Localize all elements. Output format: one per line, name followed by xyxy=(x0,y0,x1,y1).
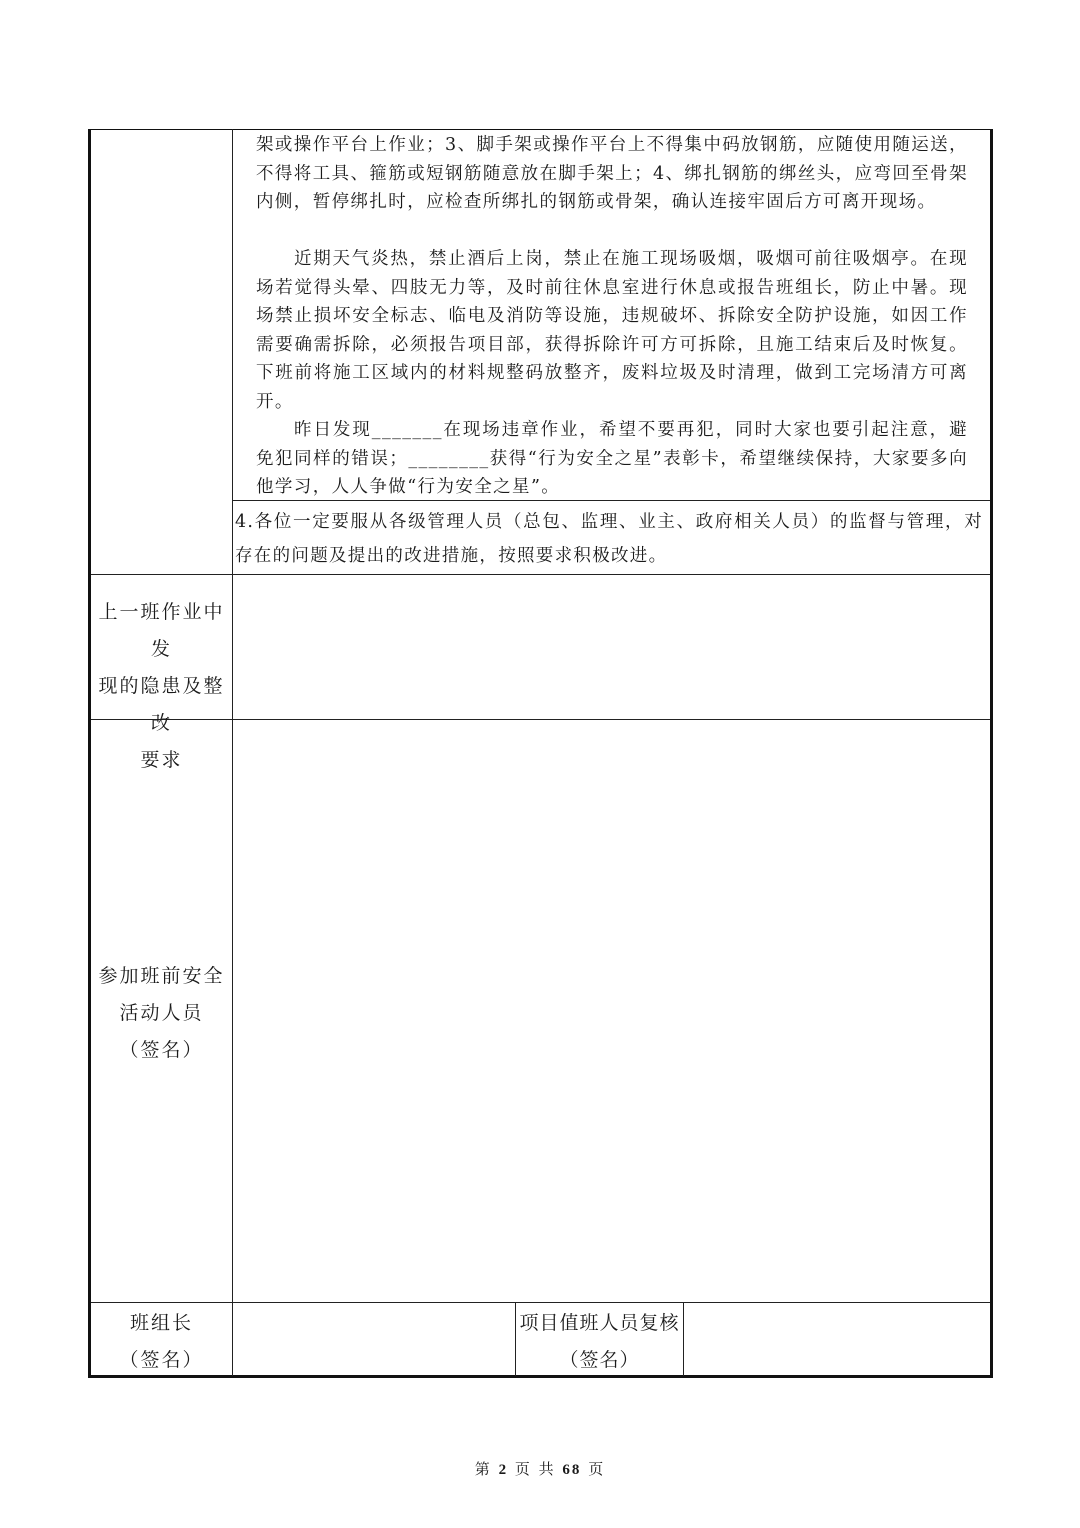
participants-label-line-2: 活动人员 xyxy=(119,1002,204,1024)
footer-middle: 页 共 xyxy=(514,1460,556,1478)
participants-label-line-3: （签名） xyxy=(119,1039,204,1061)
hazard-label-line-1: 上一班作业中发 xyxy=(98,601,225,660)
hazard-rectification-field[interactable] xyxy=(233,575,990,719)
duty-review-label xyxy=(516,1305,683,1379)
team-leader-label-line-1: 班组长 xyxy=(129,1312,193,1334)
page-number: 2 xyxy=(498,1462,509,1478)
duty-review-label-line-2: （签名） xyxy=(559,1349,640,1371)
safety-paragraph-3: 昨日发现_______在现场违章作业，希望不要再犯，同时大家也要引起注意，避免犯同样的错误；________获得“行为安全之星”表彰卡，希望继续保持，大家要多向他学习，人人争做“行为安全之星”。 xyxy=(256,420,968,497)
page-total: 68 xyxy=(562,1462,582,1478)
hazard-rectification-label xyxy=(91,594,232,779)
footer-prefix: 第 xyxy=(474,1460,492,1478)
team-leader-label-line-2: （签名） xyxy=(119,1349,204,1371)
hazard-label-line-2: 现的隐患及整改 xyxy=(98,675,225,734)
safety-paragraph-4: 4.各位一定要服从各级管理人员（总包、监理、业主、政府相关人员）的监督与管理，对存在的问题及提出的改进措施，按照要求积极改进。 xyxy=(235,512,983,566)
team-leader-label xyxy=(91,1305,232,1379)
team-leader-signature-field[interactable] xyxy=(233,1303,515,1376)
safety-paragraph-2: 近期天气炎热，禁止酒后上岗，禁止在施工现场吸烟，吸烟可前往吸烟亭。在现场若觉得头晕、四肢无力等，及时前往休息室进行休息或报告班组长，防止中暑。现场禁止损坏安全标志、临电及消防等设施，违规破坏、拆除安全防护设施，如因工作需要确需拆除，必须报告项目部，获得拆除许可方可拆除，且施工结束后及时恢复。下班前将施工区域内的材料规整码放整齐，废料垃圾及时清理，做到工完场清方可离开。 xyxy=(256,249,968,412)
safety-paragraph-1: 架或操作平台上作业；3、脚手架或操作平台上不得集中码放钢筋，应随使用随运送，不得将工具、箍筋或短钢筋随意放在脚手架上；4、绑扎钢筋的绑丝头，应弯回至骨架内侧，暂停绑扎时，应检查所绑扎的钢筋或骨架，确认连接牢固后方可离开现场。 xyxy=(256,135,968,212)
participants-signature-field[interactable] xyxy=(233,720,990,1302)
footer-suffix: 页 xyxy=(588,1460,606,1478)
participants-label-line-1: 参加班前安全 xyxy=(98,965,225,987)
duty-review-label-line-1: 项目值班人员复核 xyxy=(519,1312,680,1334)
participants-label xyxy=(91,958,232,1069)
duty-review-signature-field[interactable] xyxy=(684,1303,990,1376)
page-footer xyxy=(0,1458,1080,1479)
hazard-label-line-3: 要求 xyxy=(140,749,183,771)
